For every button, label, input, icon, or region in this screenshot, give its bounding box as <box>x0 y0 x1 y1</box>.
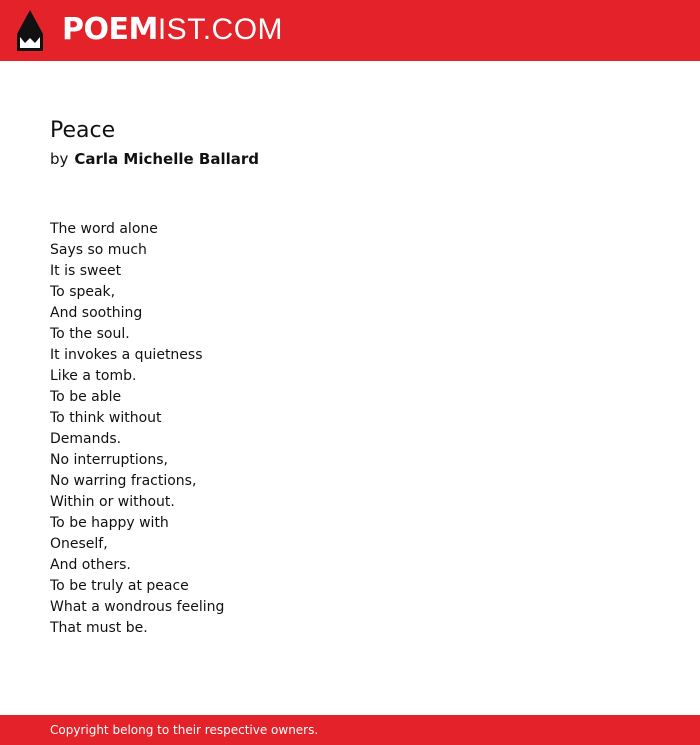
poem-line: Within or without. <box>50 494 175 510</box>
poem-line: To think without <box>50 410 162 426</box>
poem-line: To the soul. <box>50 326 130 342</box>
poem-line: The word alone <box>50 221 158 237</box>
poem-line: To be happy with <box>50 515 169 531</box>
by-label: by <box>50 150 69 168</box>
poem-line: And others. <box>50 557 131 573</box>
poem-body <box>50 219 224 639</box>
poem-line: To be able <box>50 389 122 405</box>
poem-line: What a wondrous feeling <box>50 599 225 615</box>
poem-line: To speak, <box>50 284 116 300</box>
site-logo[interactable] <box>62 12 283 48</box>
poem-title: Peace <box>50 118 116 143</box>
author-name: Carla Michelle Ballard <box>74 150 260 168</box>
site-header <box>0 0 700 61</box>
poem-line: That must be. <box>50 620 148 636</box>
byline <box>50 149 259 169</box>
poem-line: It invokes a quietness <box>50 347 203 363</box>
site-footer <box>0 715 700 745</box>
poem-line: It is sweet <box>50 263 122 279</box>
copyright-text: Copyright belong to their respective owners. <box>50 723 319 737</box>
logo-light-text: IST.COM <box>157 13 284 46</box>
poem-line: No interruptions, <box>50 452 168 468</box>
logo-strong-text: POEM <box>62 12 158 47</box>
poem-line: And soothing <box>50 305 143 321</box>
poem-line: Says so much <box>50 242 147 258</box>
poem-line: To be truly at peace <box>50 578 189 594</box>
poem-line: Like a tomb. <box>50 368 137 384</box>
pencil-tip-icon[interactable] <box>17 10 43 51</box>
poem-line: Demands. <box>50 431 122 447</box>
poem-line: Oneself, <box>50 536 108 552</box>
poem-line: No warring fractions, <box>50 473 197 489</box>
